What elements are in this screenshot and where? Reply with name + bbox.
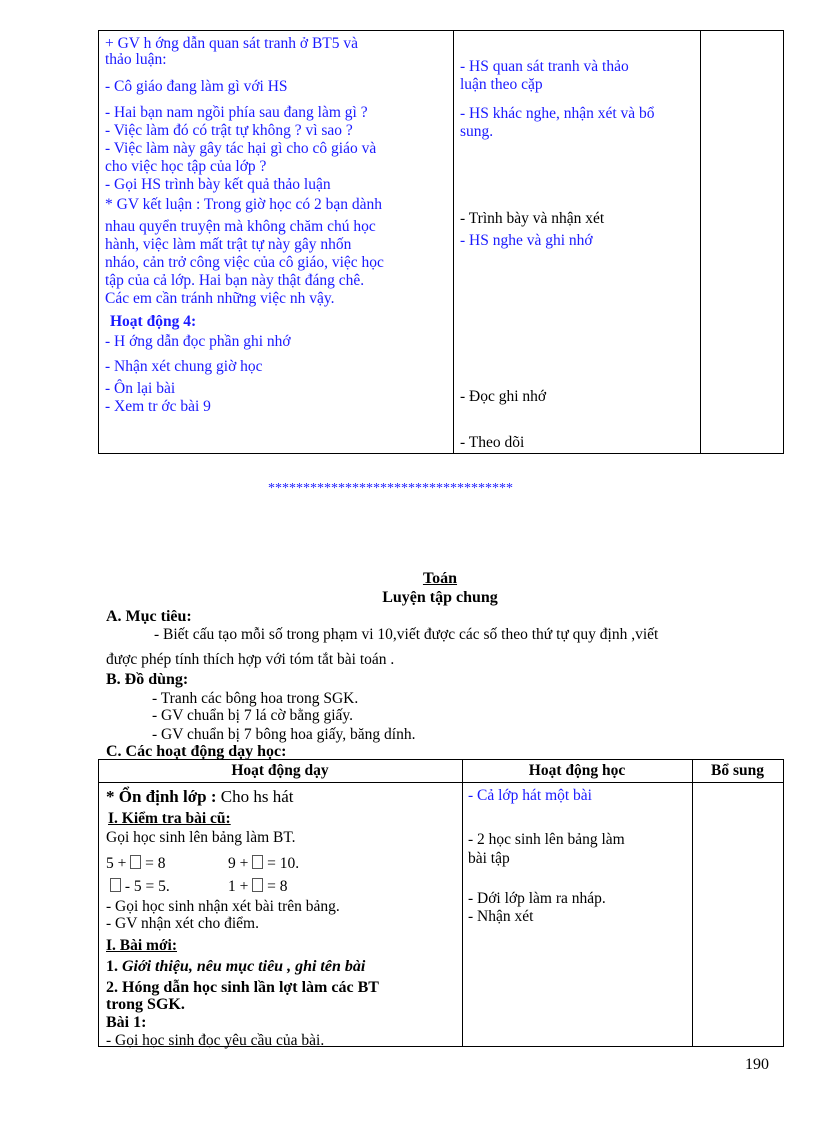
blank-box	[110, 878, 121, 892]
section-b-heading: B. Đồ dùng:	[106, 671, 189, 688]
text-line: - Gọi HS trình bày kết quả thảo luận	[105, 176, 331, 193]
text-line: - Nhận xét chung giờ học	[105, 358, 263, 375]
ktbc-heading: I. Kiểm tra bài cũ:	[108, 810, 231, 827]
text-line: - Theo dõi	[460, 434, 525, 451]
exercise-1	[106, 855, 166, 872]
page-number: 190	[745, 1056, 769, 1073]
subject-title: Toán	[422, 570, 458, 587]
text-line: tập của cả lớp. Hai bạn này thật đáng chê.	[105, 272, 365, 289]
blank-box	[130, 855, 141, 869]
guide-line: trong SGK.	[106, 996, 185, 1013]
text-line: hành, việc làm mất trật tự này gây nhốn	[105, 236, 352, 253]
material-item: - GV chuẩn bị 7 lá cờ bằng giấy.	[152, 707, 354, 724]
exercise-4	[228, 878, 288, 895]
text-line: - Đọc ghi nhớ	[460, 388, 547, 405]
intro-a: Giới thiệu	[122, 958, 189, 975]
text-line: - Cả lớp hát một bài	[468, 787, 592, 804]
text-line: - GV nhận xét cho điểm.	[106, 915, 259, 932]
text-line: - Việc làm này gây tác hại gì cho cô giáo và	[105, 140, 377, 157]
ex-text: = 8	[145, 855, 166, 872]
section-c-heading: C. Các hoạt động dạy học:	[106, 743, 287, 760]
section-a-heading: A. Mục tiêu:	[106, 608, 192, 625]
ex-text: 9 +	[228, 855, 249, 872]
text-line: - Việc làm đó có trật tự không ? vì sao ?	[105, 122, 353, 139]
intro-b: , nêu mục tiêu , ghi tên bài	[188, 958, 366, 975]
text-line: bài tập	[468, 850, 510, 867]
bai1-heading: Bài 1:	[106, 1014, 147, 1031]
ondinh-line	[106, 787, 294, 807]
header-notes: Bổ sung	[711, 762, 764, 779]
text-line: - Gọi học sinh đọc yêu cầu của bài.	[106, 1032, 325, 1049]
material-item: - Tranh các bông hoa trong SGK.	[152, 690, 359, 707]
ex-text: = 10.	[267, 855, 300, 872]
text-line: nháo, cản trở công việc của cô giáo, việc học	[105, 254, 384, 271]
lesson-title: Luyện tập chung	[382, 589, 498, 606]
text-line: cho việc học tập của lớp ?	[105, 158, 267, 175]
text-line: - Dới lớp làm ra nháp.	[468, 890, 606, 907]
objective-line: được phép tính thích hợp với tóm tắt bài toán .	[106, 651, 395, 668]
text-line: Gọi học sinh lên bảng làm BT.	[106, 829, 296, 846]
text-line: luận theo cặp	[460, 76, 543, 93]
exercise-3	[110, 878, 170, 895]
text-line: - Xem tr ớc bài 9	[105, 398, 211, 415]
blank-box	[252, 878, 263, 892]
ondinh-label: * Ổn định lớp :	[106, 787, 217, 806]
ex-text: 1 +	[228, 878, 249, 895]
text-line: Các em cần tránh những việc nh vậy.	[105, 290, 335, 307]
material-item: - GV chuẩn bị 7 bông hoa giấy, băng dính.	[152, 726, 416, 743]
ex-text: - 5 = 5.	[124, 878, 170, 895]
text-line: - 2 học sinh lên bảng làm	[468, 831, 625, 848]
text-line: sung.	[460, 123, 494, 140]
text-line: - Cô giáo đang làm gì với HS	[105, 78, 288, 95]
text-line: thảo luận:	[105, 51, 167, 68]
objective-line: - Biết cấu tạo mỗi số trong phạm vi 10,viết được các số theo thứ tự quy định ,viết	[154, 626, 659, 643]
exercise-2	[228, 855, 299, 872]
ondinh-text: Cho hs hát	[216, 787, 294, 806]
header-teacher: Hoạt động dạy	[231, 762, 329, 779]
ex-text: 5 +	[106, 855, 127, 872]
text-line: - Hai bạn nam ngồi phía sau đang làm gì ?	[105, 104, 368, 121]
ex-text: = 8	[267, 878, 288, 895]
text-line: nhau quyển truyện mà không chăm chú học	[105, 218, 376, 235]
text-line: - Trình bày và nhận xét	[460, 210, 605, 227]
text-line: - Gọi học sinh nhận xét bài trên bảng.	[106, 898, 340, 915]
text-line: - Nhận xét	[468, 908, 534, 925]
guide-line: 2. Hóng dẫn học sinh lần lợt làm các BT	[106, 979, 379, 996]
text-line: - HS nghe và ghi nhớ	[460, 232, 593, 249]
header-student: Hoạt động học	[528, 762, 626, 779]
activity-heading: Hoạt động 4:	[110, 313, 197, 330]
text-line: * GV kết luận : Trong giờ học có 2 bạn dành	[105, 196, 382, 213]
text-line: + GV h ớng dẫn quan sát tranh ở BT5 và	[105, 35, 359, 52]
text-line: - HS khác nghe, nhận xét và bổ	[460, 105, 655, 122]
text-line: - Ôn lại bài	[105, 380, 176, 397]
intro-num: 1.	[106, 958, 118, 975]
intro-line	[106, 957, 365, 977]
text-line: - H ớng dẫn đọc phần ghi nhớ	[105, 333, 291, 350]
separator-stars: ***********************************	[268, 481, 513, 496]
baimoi-heading: I. Bài mới:	[106, 937, 178, 954]
text-line: - HS quan sát tranh và thảo	[460, 58, 629, 75]
blank-box	[252, 855, 263, 869]
